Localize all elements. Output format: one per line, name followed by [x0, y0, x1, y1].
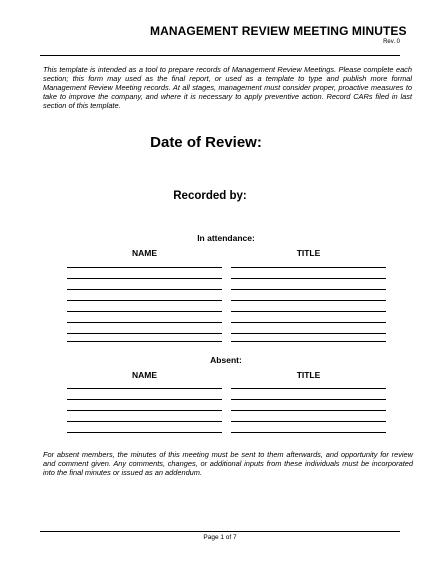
attendance-title-line[interactable]	[231, 300, 386, 301]
absent-title-line[interactable]	[231, 399, 386, 400]
attendance-label: In attendance:	[197, 233, 255, 243]
attendance-title-line[interactable]	[231, 322, 386, 323]
attendance-title-line[interactable]	[231, 267, 386, 268]
absent-title-line[interactable]	[231, 410, 386, 411]
absent-title-line[interactable]	[231, 432, 386, 433]
attendance-name-line[interactable]	[67, 300, 222, 301]
absent-name-line[interactable]	[67, 410, 222, 411]
absent-title-header: TITLE	[296, 370, 321, 380]
absent-name-line[interactable]	[67, 432, 222, 433]
attendance-title-line[interactable]	[231, 278, 386, 279]
attendance-name-line[interactable]	[67, 289, 222, 290]
attendance-name-line[interactable]	[67, 267, 222, 268]
recorded-by-label: Recorded by:	[173, 190, 247, 202]
document-title: MANAGEMENT REVIEW MEETING MINUTES	[150, 24, 407, 38]
attendance-title-line[interactable]	[231, 289, 386, 290]
date-of-review-label: Date of Review:	[150, 134, 262, 151]
absent-title-line[interactable]	[231, 421, 386, 422]
attendance-name-line[interactable]	[67, 322, 222, 323]
header-divider	[40, 55, 400, 56]
attendance-name-line[interactable]	[67, 311, 222, 312]
attendance-title-header: TITLE	[296, 248, 321, 258]
absent-members-note: For absent members, the minutes of this meeting must be sent to them afterwards, and opportunity for review and comment given. Any comments, changes, or additional inputs from these individuals must be incorporated into the final minutes or issued as an addendum.	[43, 450, 413, 477]
attendance-title-line[interactable]	[231, 311, 386, 312]
absent-name-line[interactable]	[67, 399, 222, 400]
page-number: Page 1 of 7	[203, 534, 237, 541]
attendance-name-header: NAME	[131, 248, 158, 258]
attendance-name-line[interactable]	[67, 278, 222, 279]
revision-label: Rev. 0	[383, 39, 400, 45]
absent-label: Absent:	[210, 355, 242, 365]
attendance-title-line[interactable]	[231, 341, 386, 342]
absent-name-header: NAME	[131, 370, 158, 380]
absent-title-line[interactable]	[231, 388, 386, 389]
attendance-title-line[interactable]	[231, 333, 386, 334]
absent-name-line[interactable]	[67, 388, 222, 389]
attendance-name-line[interactable]	[67, 333, 222, 334]
attendance-name-line[interactable]	[67, 341, 222, 342]
absent-name-line[interactable]	[67, 421, 222, 422]
intro-paragraph: This template is intended as a tool to prepare records of Management Review Meetings. Please complete each section; this form may used as the final report, or used as a template to type and publish more formal Management Review Meeting records. At all stages, management must consider proper, proactive measures to take to improve the company, and where it is necessary to apply preventive action. Record CARs filed in last section of this template.	[43, 65, 412, 110]
footer-divider	[40, 531, 400, 532]
